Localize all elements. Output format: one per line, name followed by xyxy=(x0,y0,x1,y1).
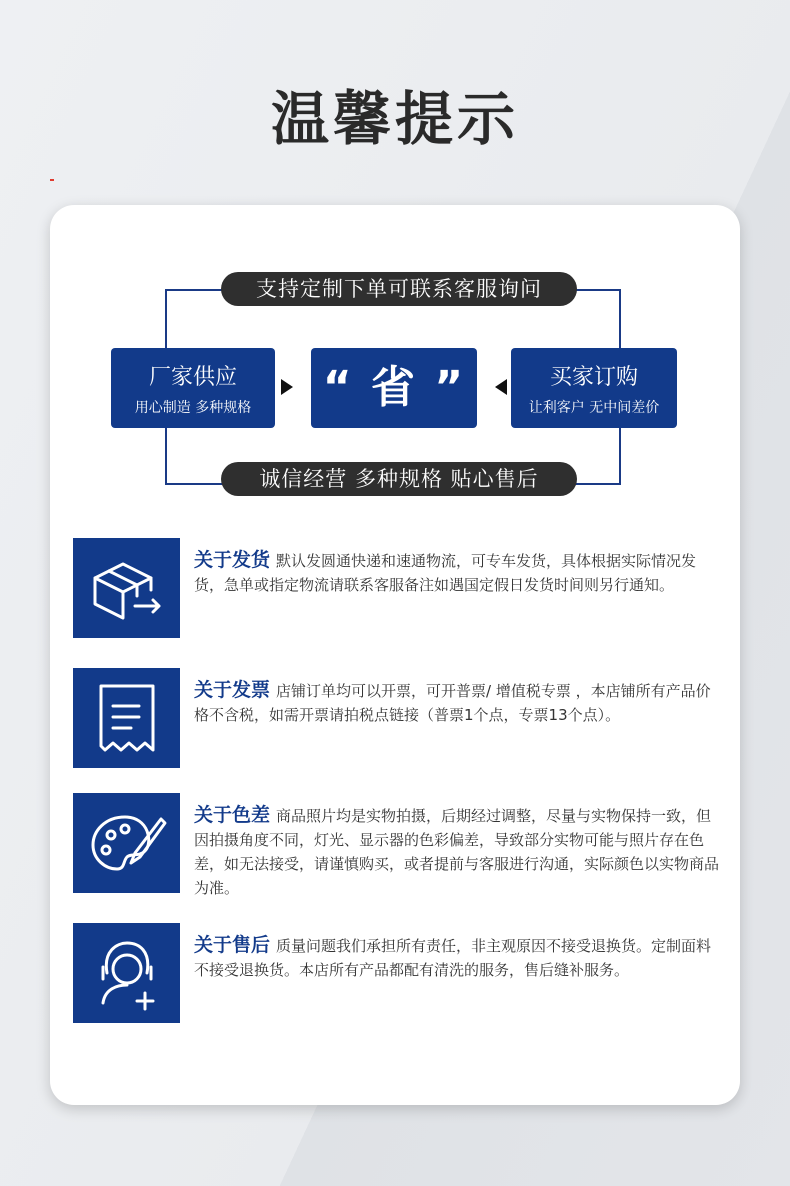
notice-aftersales xyxy=(73,923,713,1023)
arrow-left-icon xyxy=(495,379,507,395)
save-box xyxy=(311,348,477,428)
page-title: 温馨提示 xyxy=(270,85,519,153)
notice-body: 质量问题我们承担所有责任，非主观原因不接受退换货。定制面料不接受退换货。本店所有产品都配有清洗的服务，售后缝补服务。 xyxy=(194,937,712,979)
factory-supply-box xyxy=(111,348,275,428)
save-text: “ 省 ” xyxy=(322,362,466,413)
notice-body: 店铺订单均可以开票，可开普票/ 增值税专票 ，本店铺所有产品价格不含税，如需开票请拍税点链接（普票1个点，专票13个点）。 xyxy=(194,682,711,724)
invoice-receipt-icon xyxy=(73,668,180,768)
customer-service-icon xyxy=(73,923,180,1023)
notice-invoice xyxy=(73,668,713,768)
notice-heading: 关于色差 xyxy=(194,804,271,826)
bottom-banner: 诚信经营 多种规格 贴心售后 xyxy=(221,462,577,496)
arrow-right-icon xyxy=(281,379,293,395)
notice-heading: 关于发票 xyxy=(194,679,271,701)
supply-diagram xyxy=(50,205,740,515)
notice-card xyxy=(50,205,740,1105)
buyer-order-box xyxy=(511,348,677,428)
accent-mark xyxy=(50,179,54,181)
notice-heading: 关于售后 xyxy=(194,934,271,956)
notice-shipping-text xyxy=(194,548,719,597)
factory-supply-title: 厂家供应 xyxy=(148,365,237,390)
notice-body: 商品照片均是实物拍摄，后期经过调整，尽量与实物保持一致，但因拍摄角度不同，灯光、显示器的色彩偏差，导致部分实物可能与照片存在色差，如无法接受，请谨慎购买，或者提前与客服进行沟通，实际颜色以实物商品为准。 xyxy=(194,807,720,897)
notice-body: 默认发圆通快递和速通物流，可专车发货，具体根据实际情况发货，急单或指定物流请联系客服备注如遇国定假日发货时间则另行通知。 xyxy=(194,552,697,594)
buyer-order-subtitle: 让利客户 无中间差价 xyxy=(528,400,660,416)
notice-color-text xyxy=(194,803,719,900)
package-shipping-icon xyxy=(73,538,180,638)
factory-supply-subtitle: 用心制造 多种规格 xyxy=(134,400,252,416)
notice-color xyxy=(73,793,720,897)
notice-invoice-text xyxy=(194,678,719,727)
notice-heading: 关于发货 xyxy=(194,549,271,571)
notice-shipping xyxy=(73,538,713,638)
top-banner: 支持定制下单可联系客服询问 xyxy=(221,272,577,306)
color-palette-icon xyxy=(73,793,180,893)
notice-aftersales-text xyxy=(194,933,719,982)
buyer-order-title: 买家订购 xyxy=(549,365,638,390)
